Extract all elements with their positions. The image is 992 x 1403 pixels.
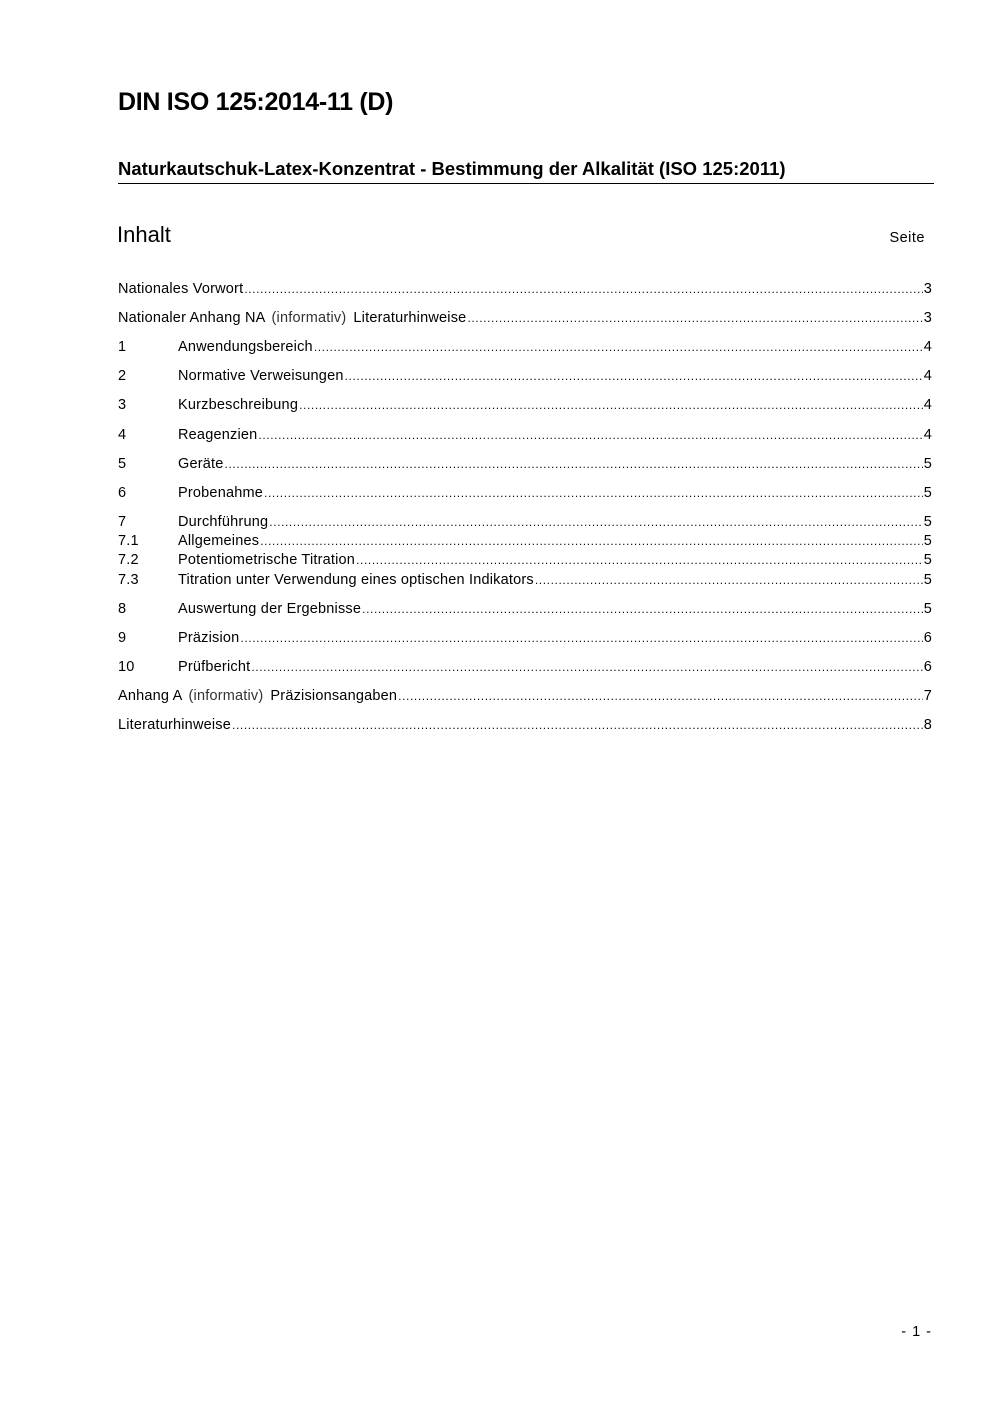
title-underline [118, 183, 934, 184]
toc-entry-number: 6 [118, 485, 127, 501]
toc-entry-title: Kurzbeschreibung [178, 397, 299, 413]
toc-entry[interactable] [118, 455, 932, 473]
toc-entry[interactable] [118, 309, 932, 327]
toc-entry-page: 3 [923, 310, 932, 326]
toc-dot-leader [244, 280, 922, 298]
toc-entry[interactable] [118, 338, 932, 356]
toc-entry-subtitle: Präzisionsangaben [270, 688, 398, 704]
toc-entry-page: 4 [923, 397, 932, 413]
toc-entry-title: Nationaler Anhang NA [118, 310, 266, 326]
toc-entry-title: Allgemeines [178, 533, 260, 549]
toc-entry[interactable] [118, 571, 932, 589]
toc-dot-leader [362, 600, 923, 618]
toc-entry-page: 5 [923, 514, 932, 530]
toc-dot-leader [260, 532, 923, 550]
toc-entry-title: Reagenzien [178, 427, 258, 443]
toc-dot-leader [232, 716, 923, 734]
toc-entry-page: 3 [923, 281, 932, 297]
toc-dot-leader [264, 484, 923, 502]
toc-entry[interactable] [118, 658, 932, 676]
toc-entry[interactable] [118, 532, 932, 550]
toc-entry[interactable] [118, 280, 932, 298]
toc-dot-leader [269, 513, 922, 531]
toc-dot-leader [314, 338, 923, 356]
toc-entry-page: 5 [923, 601, 932, 617]
toc-entry-title: Probenahme [178, 485, 264, 501]
toc-entry-title: Normative Verweisungen [178, 368, 344, 384]
toc-entry-number: 1 [118, 339, 127, 355]
toc-entry-page: 7 [923, 688, 932, 704]
toc-dot-leader [258, 426, 922, 444]
toc-entry[interactable] [118, 600, 932, 618]
toc-entry-title: Auswertung der Ergebnisse [178, 601, 362, 617]
toc-dot-leader [299, 396, 923, 414]
toc-dot-leader [240, 629, 922, 647]
toc-entry-number: 7 [118, 514, 127, 530]
toc-dot-leader [225, 455, 923, 473]
toc-entry-title: Titration unter Verwendung eines optischen Indikators [178, 572, 534, 588]
toc-entry-title: Anhang A [118, 688, 183, 704]
toc-entry[interactable] [118, 629, 932, 647]
toc-entry-page: 6 [923, 659, 932, 675]
toc-entry-number: 9 [118, 630, 127, 646]
toc-entry-title: Prüfbericht [178, 659, 251, 675]
document-title: Naturkautschuk-Latex-Konzentrat - Bestimmung der Alkalität (ISO 125:2011) [118, 158, 786, 179]
toc-entry-number: 2 [118, 368, 127, 384]
toc-page-column-label: Seite [889, 230, 925, 246]
toc-entry-number: 8 [118, 601, 127, 617]
toc-entry-number: 3 [118, 397, 127, 413]
toc-entry-title: Geräte [178, 456, 224, 472]
toc-dot-leader [356, 551, 923, 569]
toc-entry-page: 5 [923, 533, 932, 549]
toc-entry-subtitle: Literaturhinweise [353, 310, 467, 326]
toc-heading: Inhalt [117, 222, 171, 247]
document-id: DIN ISO 125:2014-11 (D) [118, 88, 394, 116]
toc-dot-leader [535, 571, 923, 589]
toc-entry-page: 5 [923, 572, 932, 588]
toc-entry-title: Literaturhinweise [118, 717, 232, 733]
toc-entry-title: Nationales Vorwort [118, 281, 244, 297]
toc-entry-number: 10 [118, 659, 135, 675]
toc-entry-number: 5 [118, 456, 127, 472]
toc-entry-note: (informativ) [271, 310, 347, 326]
toc-dot-leader [467, 309, 922, 327]
toc-entry-number: 7.3 [118, 572, 139, 588]
page-number: - 1 - [901, 1324, 932, 1340]
toc-entry-page: 5 [923, 552, 932, 568]
toc-entry-title: Potentiometrische Titration [178, 552, 356, 568]
toc-entry[interactable] [118, 551, 932, 569]
toc-entry-page: 5 [923, 485, 932, 501]
toc-entry-number: 7.2 [118, 552, 139, 568]
toc-entry-page: 4 [923, 368, 932, 384]
toc-dot-leader [398, 687, 923, 705]
toc-entry-number: 7.1 [118, 533, 139, 549]
toc-entry[interactable] [118, 687, 932, 705]
toc-entry-page: 8 [923, 717, 932, 733]
toc-entry-page: 6 [923, 630, 932, 646]
toc-entry[interactable] [118, 716, 932, 734]
toc-entry-title: Anwendungsbereich [178, 339, 313, 355]
toc-entry[interactable] [118, 513, 932, 531]
toc-entry-number: 4 [118, 427, 127, 443]
toc-entry-page: 4 [923, 427, 932, 443]
toc-entry-note: (informativ) [188, 688, 264, 704]
toc-entry[interactable] [118, 426, 932, 444]
toc-entry-page: 5 [923, 456, 932, 472]
toc-dot-leader [345, 367, 923, 385]
toc-entry[interactable] [118, 484, 932, 502]
toc-dot-leader [251, 658, 922, 676]
toc-entry-title: Präzision [178, 630, 240, 646]
toc-entry[interactable] [118, 396, 932, 414]
toc-entry-page: 4 [923, 339, 932, 355]
toc-entry-title: Durchführung [178, 514, 269, 530]
toc-entry[interactable] [118, 367, 932, 385]
